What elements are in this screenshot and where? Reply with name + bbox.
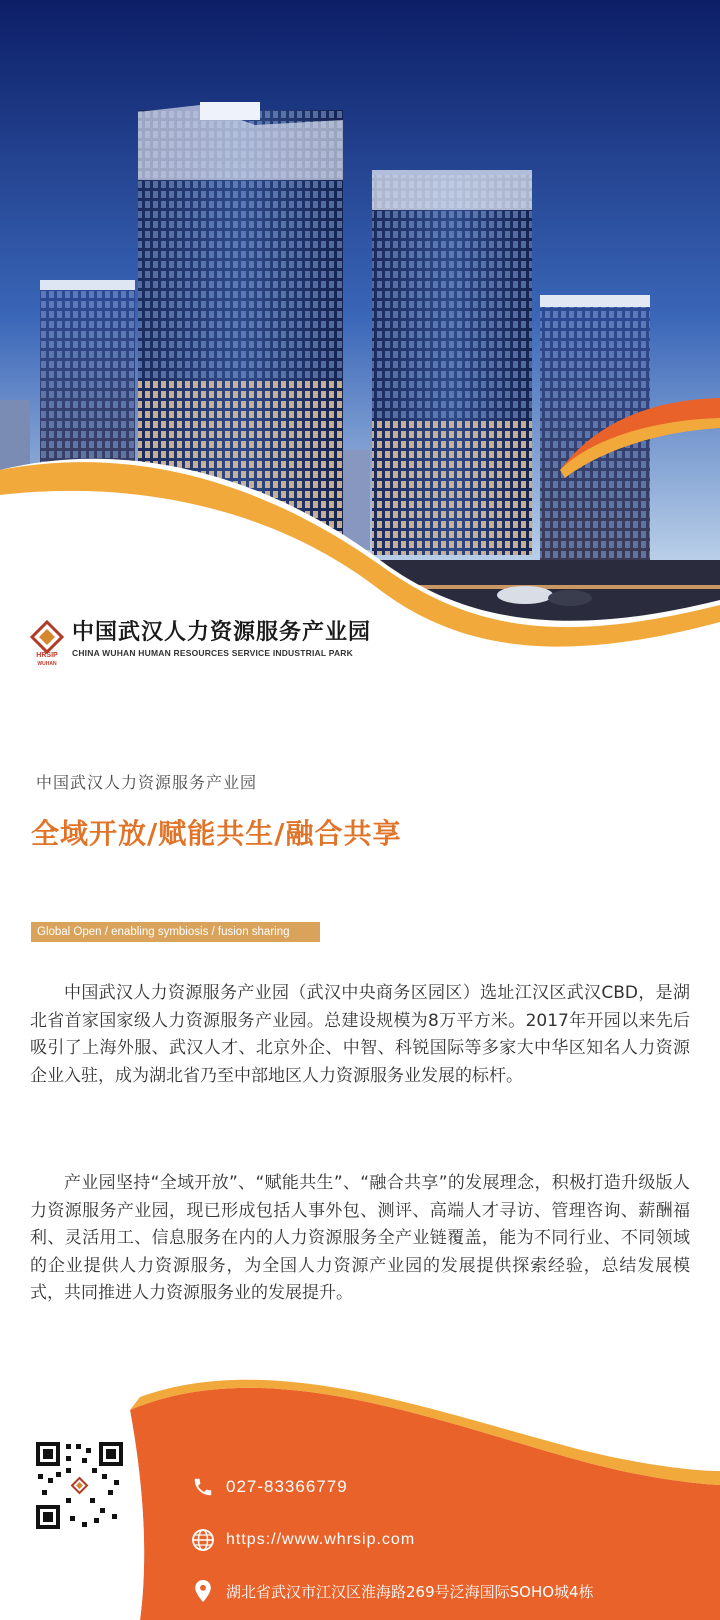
phone-number: 027-83366779 (226, 1477, 348, 1496)
globe-icon (190, 1527, 216, 1553)
contact-website[interactable] (190, 1527, 415, 1553)
logo-abbr-text: HRSIP (36, 652, 58, 659)
intro-paragraph-1: 中国武汉人力资源服务产业园（武汉中央商务区园区）选址江汉区武汉CBD，是湖北省首家国家级人力资源服务产业园。总建设规模为8万平方米。2017年开园以来先后吸引了上海外服、武汉人才、北京外企、中智、科锐国际等多家大中华区知名人力资源企业入驻，成为湖北省乃至中部地区人力资源服务业发展的标杆。 (30, 983, 690, 1086)
slogan-title: 全域开放/赋能共生/融合共享 (31, 817, 402, 850)
website-url: https://www.whrsip.com (226, 1531, 416, 1548)
qr-code[interactable] (32, 1438, 127, 1533)
hrsip-logo-icon (30, 620, 64, 654)
park-logo (30, 615, 371, 658)
qr-code-image (32, 1438, 127, 1533)
english-tagline: Global Open / enabling symbiosis / fusion sharing (31, 922, 320, 942)
city-skyline-illustration (0, 0, 720, 700)
logo-english-name: CHINA WUHAN HUMAN RESOURCES SERVICE INDUSTRIAL PARK (72, 648, 353, 658)
address-text: 湖北省武汉市江汉区淮海路269号泛海国际SOHO城4栋 (226, 1582, 594, 1601)
contact-phone[interactable] (190, 1474, 348, 1500)
hero-banner (0, 0, 720, 700)
logo-abbr (30, 652, 64, 668)
location-pin-icon (190, 1578, 216, 1604)
logo-abbr-city: WUHAN (37, 661, 57, 667)
section-subtitle: 中国武汉人力资源服务产业园 (36, 773, 258, 792)
intro-paragraph-2: 产业园坚持“全域开放”、“赋能共生”、“融合共享”的发展理念，积极打造升级版人力资源服务产业园，现已形成包括人事外包、测评、高端人才寻访、管理咨询、薪酬福利、灵活用工、信息服务在内的人力资源服务全产业链覆盖，能为不同行业、不同领域的企业提供人力资源服务，为全国人力资源产业园的发展提供探索经验，总结发展模式，共同推进人力资源服务业的发展提升。 (30, 1173, 690, 1303)
contact-address[interactable] (190, 1578, 594, 1604)
phone-icon (190, 1474, 216, 1500)
logo-chinese-name: 中国武汉人力资源服务产业园 (72, 619, 372, 645)
